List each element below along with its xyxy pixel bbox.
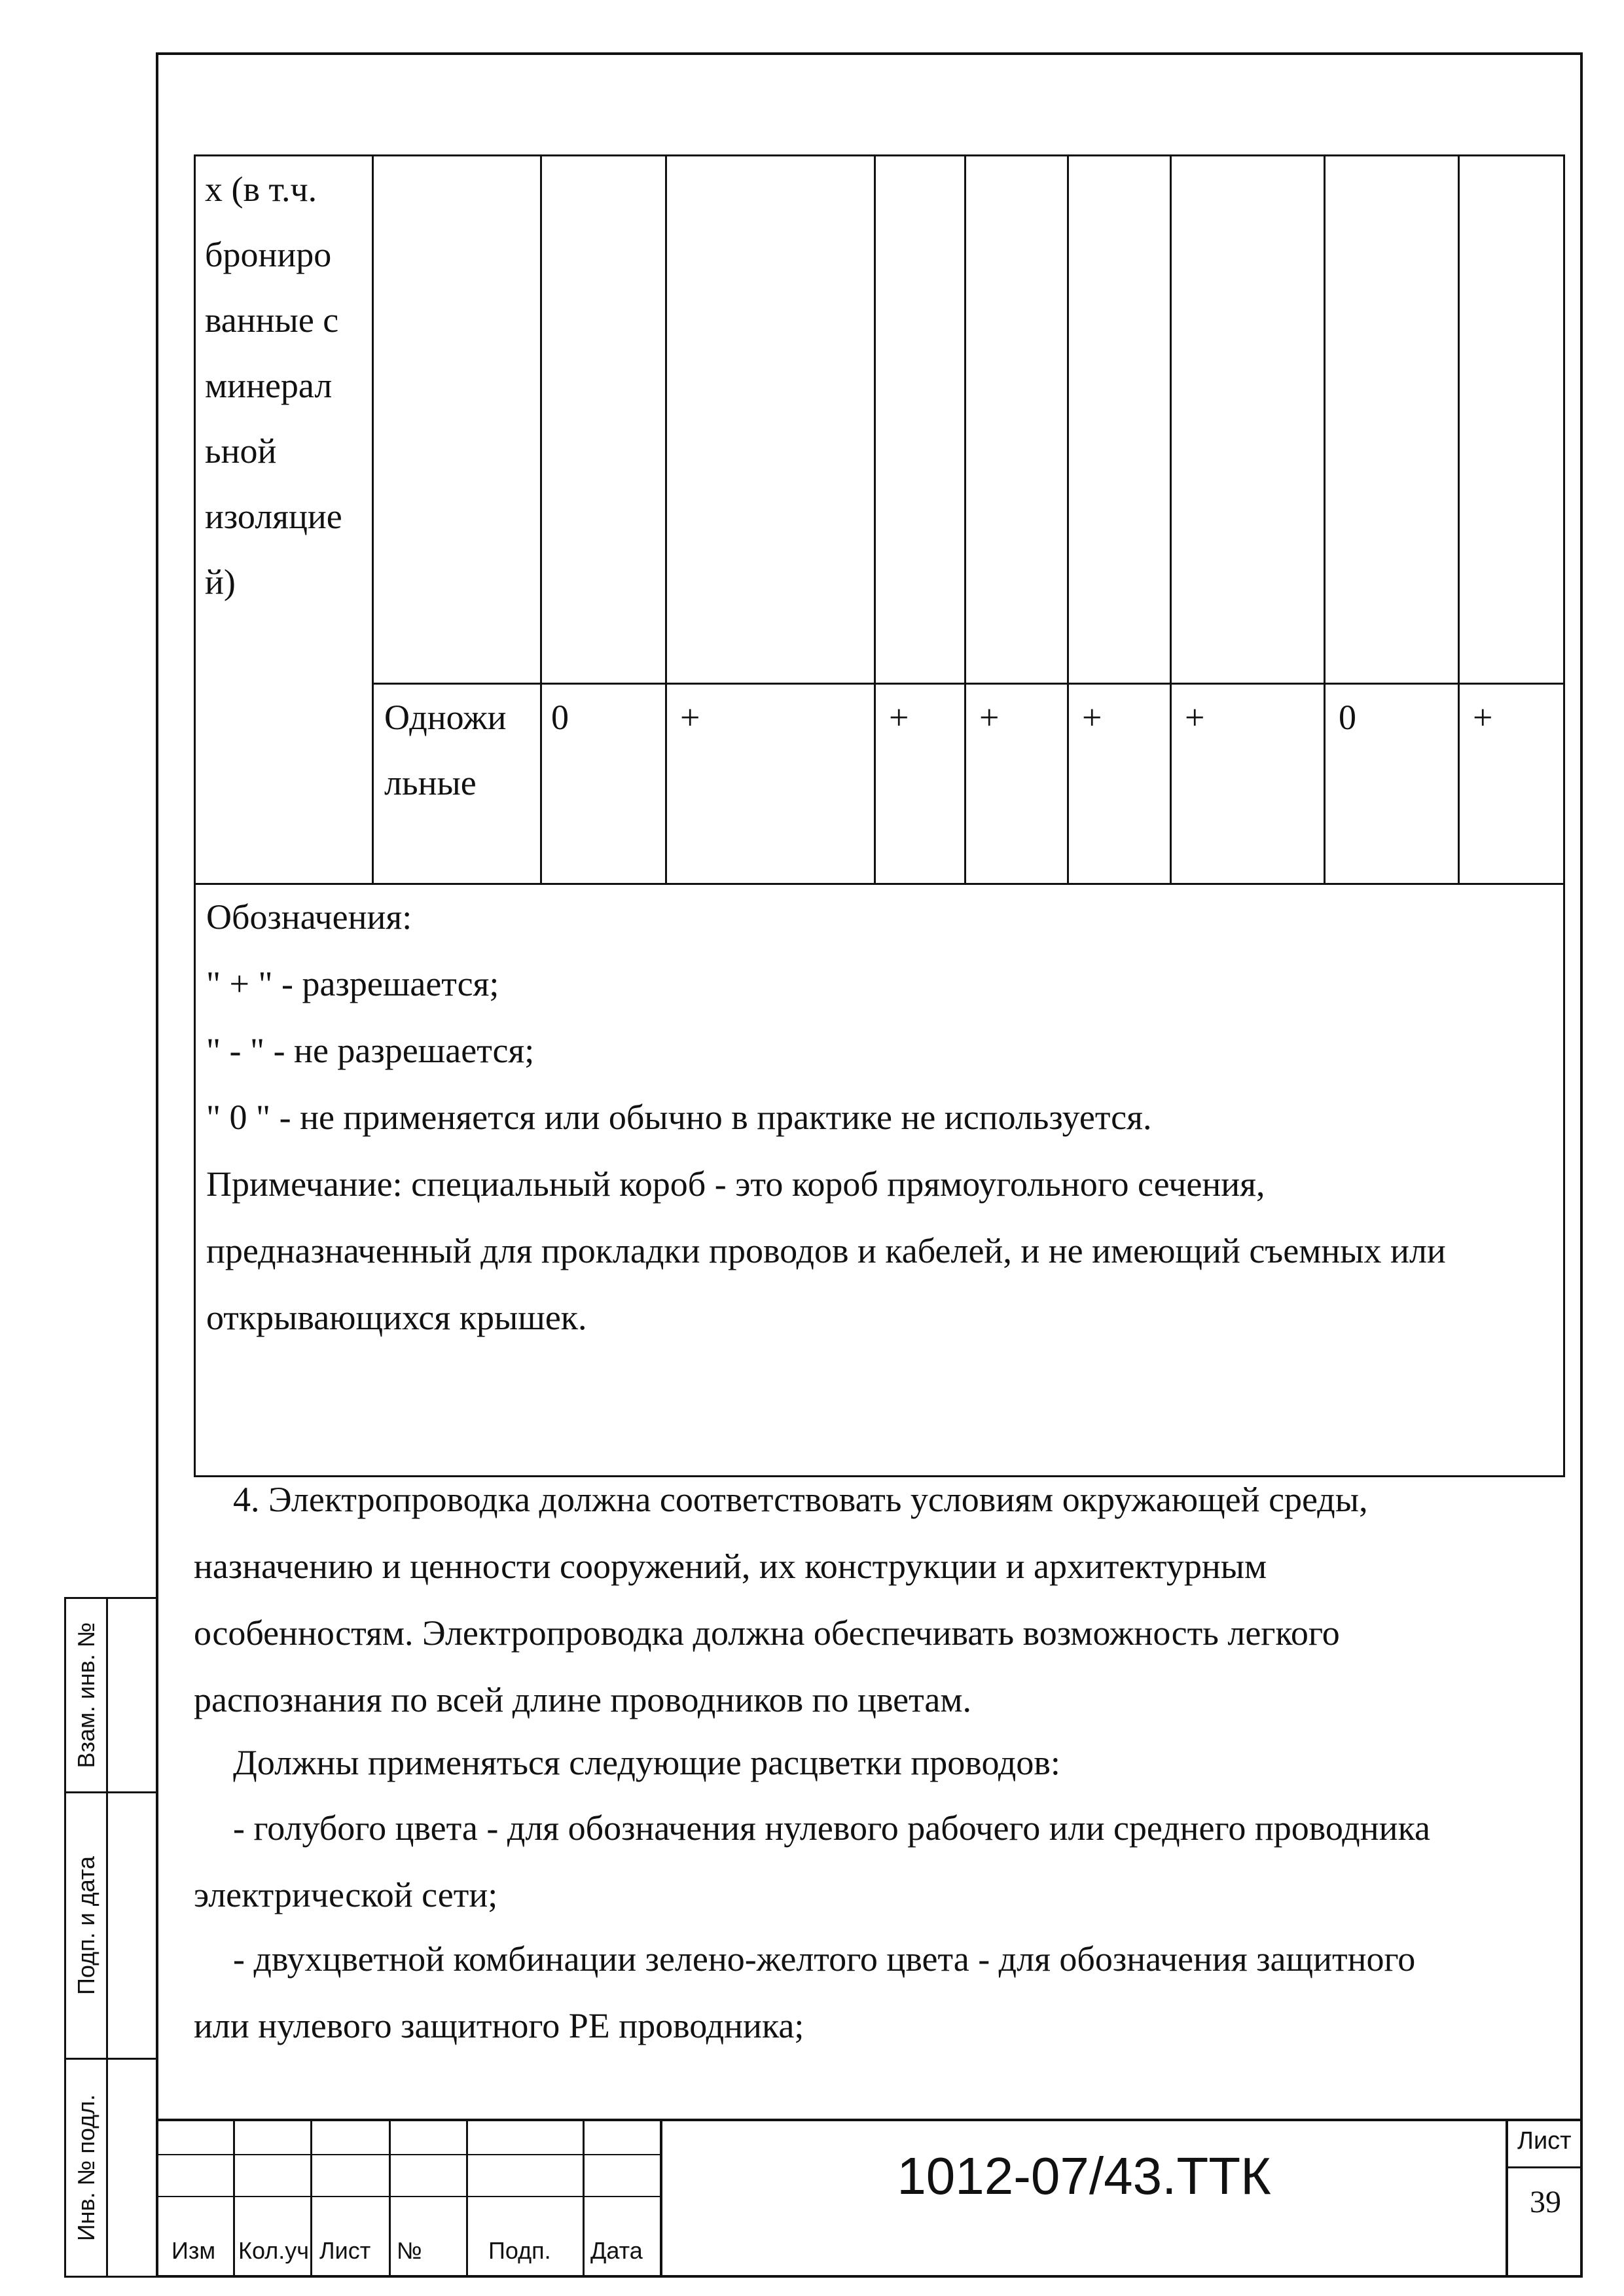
table-cell-row-group-label (194, 154, 374, 885)
sidebar-block-replace (64, 1597, 157, 1793)
cell-value: + (1082, 698, 1102, 737)
cell-value: 0 (551, 698, 569, 737)
table-cell (1324, 683, 1460, 885)
label-line: х (в т.ч. (205, 170, 317, 209)
stamp-grid-line (1506, 2166, 1583, 2168)
stamp-border (156, 2119, 1583, 2121)
stamp-col-signature: Подп. (488, 2237, 551, 2264)
table-cell (964, 683, 1069, 885)
note-line: предназначенный для прокладки проводов и кабелей, и не имеющий съемных или (206, 1231, 1446, 1270)
legend-item-allowed: " + " - разрешается; (206, 964, 499, 1003)
table-cell (540, 154, 667, 685)
sheet-number: 39 (1530, 2185, 1561, 2219)
stamp-grid-line (389, 2119, 391, 2278)
label-line: ванные с (205, 300, 339, 340)
legend-item-not-allowed: " - " - не разрешается; (206, 1031, 535, 1070)
stamp-grid-line (156, 2196, 662, 2197)
table-cell (1067, 683, 1172, 885)
stamp-grid-line (583, 2119, 585, 2278)
note-line: Примечание: специальный короб - это короб прямоугольного сечения, (206, 1164, 1265, 1204)
row-group-label (205, 156, 342, 615)
table-cell (964, 154, 1069, 685)
stamp-col-count: Кол.уч (238, 2237, 309, 2264)
stamp-grid-line (156, 2154, 662, 2155)
sidebar-block-sign-date (64, 1791, 157, 2060)
sidebar-label-replace: Взам. инв. № (72, 1622, 99, 1768)
label-line: изоляцие (205, 497, 342, 536)
table-cell (874, 683, 966, 885)
table-cell (372, 154, 542, 685)
table-cell (1324, 154, 1460, 685)
stamp-col-sheet: Лист (319, 2237, 371, 2264)
paragraph-line: распознания по всей длине проводников по цветам. (194, 1680, 971, 1719)
table-cell (1458, 683, 1565, 885)
sidebar-label-cell (66, 1599, 108, 1791)
label-line: льные (384, 763, 477, 802)
cell-value: + (680, 698, 700, 737)
cell-value: + (979, 698, 1000, 737)
cell-value: + (1473, 698, 1493, 737)
table-cell (665, 154, 876, 685)
table-cell (874, 154, 966, 685)
stamp-col-change: Изм (171, 2237, 216, 2264)
table-cell (1458, 154, 1565, 685)
table-cell (1170, 683, 1326, 885)
stamp-grid-line (466, 2119, 468, 2278)
cell-value: 0 (1339, 698, 1356, 737)
table-legend-cell (194, 883, 1565, 1477)
stamp-grid-line (310, 2119, 312, 2278)
paragraph-line: особенностям. Электропроводка должна обеспечивать возможность легкого (194, 1613, 1340, 1653)
cell-value: + (1185, 698, 1205, 737)
legend-item-not-used: " 0 " - не применяется или обычно в практике не используется. (206, 1098, 1152, 1137)
stamp-col-date: Дата (590, 2237, 643, 2264)
paragraph-line: Должны применяться следующие расцветки проводов: (233, 1743, 1060, 1782)
label-line: й) (205, 562, 236, 601)
sheet-label: Лист (1517, 2127, 1572, 2155)
label-line: брониро (205, 235, 332, 274)
label-line: минерал (205, 366, 333, 405)
stamp-grid-line (233, 2119, 235, 2278)
table-cell (540, 683, 667, 885)
sidebar-label-sign-date: Подп. и дата (72, 1856, 99, 1996)
table-cell (1067, 154, 1172, 685)
label-line: ьной (205, 431, 277, 471)
row-label-single-core (384, 685, 507, 816)
table-cell (665, 683, 876, 885)
stamp-col-number: № (397, 2237, 422, 2264)
cell-value: + (889, 698, 909, 737)
sidebar-block-inventory (64, 2058, 157, 2278)
paragraph-line: или нулевого защитного PE проводника; (194, 2006, 804, 2045)
paragraph-line: - двухцветной комбинации зелено-желтого цвета - для обозначения защитного (233, 1939, 1416, 1979)
document-code: 1012-07/43.ТТК (897, 2147, 1271, 2205)
paragraph-line: назначению и ценности сооружений, их конструкции и архитектурным (194, 1547, 1267, 1586)
note-line: открывающихся крышек. (206, 1298, 587, 1337)
sidebar-label-cell (66, 2060, 108, 2276)
legend-title: Обозначения: (206, 897, 412, 937)
sidebar-label-cell (66, 1793, 108, 2058)
label-line: Одножи (384, 698, 507, 737)
paragraph-line: - голубого цвета - для обозначения нулевого рабочего или среднего проводника (233, 1808, 1430, 1848)
table-cell (1170, 154, 1326, 685)
paragraph-line: электрической сети; (194, 1875, 498, 1914)
table-cell-row-label (372, 683, 542, 885)
paragraph-line: 4. Электропроводка должна соответствовать условиям окружающей среды, (233, 1480, 1368, 1519)
sidebar-label-inventory: Инв. № подл. (72, 2094, 99, 2242)
